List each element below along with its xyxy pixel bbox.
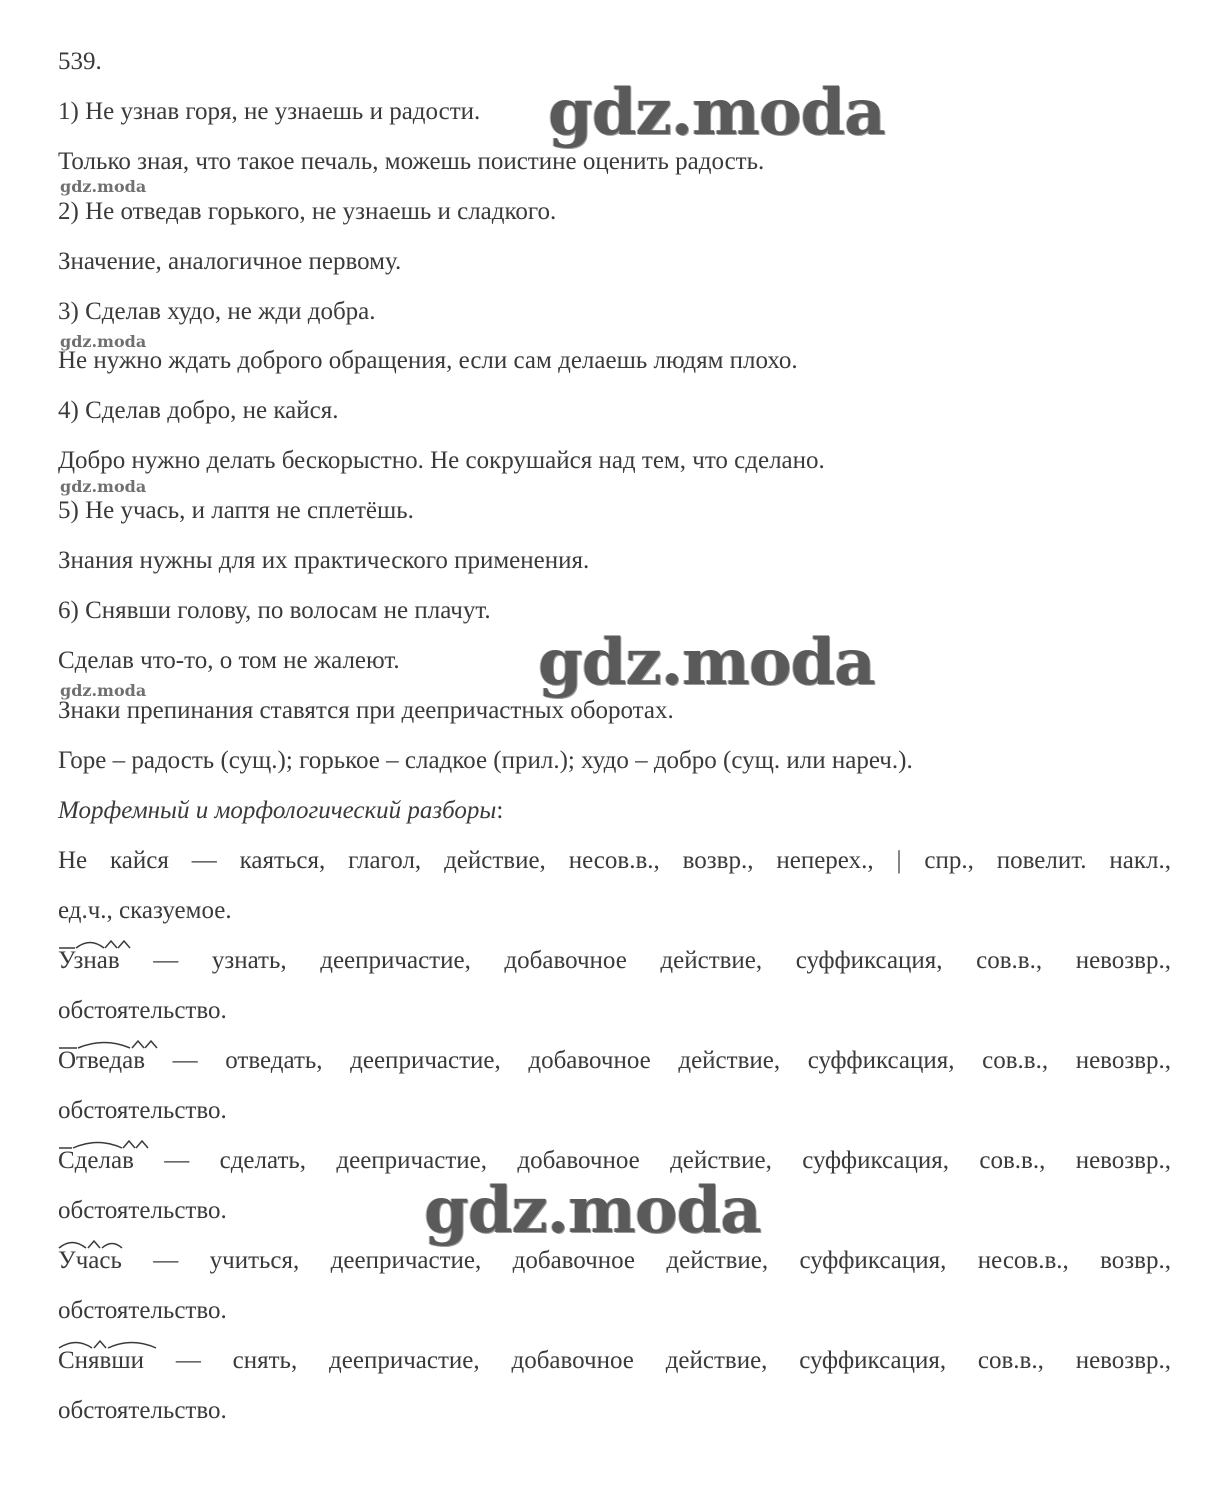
analysis-5-line-2: обстоятельство.	[58, 1297, 227, 1324]
watermark-small: gdz.moda	[60, 681, 147, 700]
watermark-large: gdz.moda	[548, 75, 885, 150]
analysis-6-line-2: обстоятельство.	[58, 1397, 227, 1424]
proverb-6: 6) Снявши голову, по волосам не плачут.	[58, 597, 491, 624]
analysis-3-line-1: Отведав — отведать, деепричастие, добавочное действие, суффиксация, сов.в., невозвр.,	[58, 1047, 1171, 1074]
proverb-2: 2) Не отведав горького, не узнаешь и сладкого.	[58, 198, 557, 225]
analysis-6-line-1: Снявши — снять, деепричастие, добавочное действие, суффиксация, сов.в., невозвр.,	[58, 1347, 1171, 1374]
analysis-heading	[58, 796, 503, 826]
task-number: 539.	[58, 48, 102, 75]
proverb-3: 3) Сделав худо, не жди добра.	[58, 298, 376, 325]
meaning-5: Знания нужны для их практического применения.	[58, 547, 590, 574]
watermark-small: gdz.moda	[60, 332, 147, 351]
watermark-small: gdz.moda	[60, 477, 147, 496]
morpheme-marks-otvedav	[58, 1037, 168, 1053]
meaning-2: Значение, аналогичное первому.	[58, 248, 402, 275]
meaning-1: Только зная, что такое печаль, можешь поистине оценить радость.	[58, 148, 765, 175]
proverb-1: 1) Не узнав горя, не узнаешь и радости.	[58, 98, 481, 125]
analysis-heading-text: Морфемный и морфологический разборы	[58, 797, 497, 824]
analysis-1-line-2: ед.ч., сказуемое.	[58, 897, 232, 924]
watermark-large: gdz.moda	[538, 625, 875, 700]
analysis-heading-colon: :	[496, 797, 504, 824]
meaning-6: Сделав что-то, о том не жалеют.	[58, 647, 400, 674]
proverb-4: 4) Сделав добро, не кайся.	[58, 397, 339, 424]
meaning-4: Добро нужно делать бескорыстно. Не сокрушайся над тем, что сделано.	[58, 447, 825, 474]
analysis-4-line-1: Сделав — сделать, деепричастие, добавочное действие, суффиксация, сов.в., невозвр.,	[58, 1147, 1171, 1174]
watermark-large: gdz.moda	[424, 1173, 761, 1248]
punctuation-note: Знаки препинания ставятся при деепричастных оборотах.	[58, 697, 674, 724]
analysis-1-line-1: Не кайся — каяться, глагол, действие, несов.в., возвр., неперех., | спр., повелит. накл.,	[58, 847, 1171, 874]
morpheme-marks-uznav	[58, 937, 168, 953]
meaning-3: Не нужно ждать доброго обращения, если сам делаешь людям плохо.	[58, 347, 798, 374]
antonyms-note: Горе – радость (сущ.); горькое – сладкое (прил.); худо – добро (сущ. или нареч.).	[58, 747, 913, 774]
analysis-4-line-2: обстоятельство.	[58, 1197, 227, 1224]
analysis-5-line-1: Учась — учиться, деепричастие, добавочное действие, суффиксация, несов.в., возвр.,	[58, 1247, 1171, 1274]
analysis-2-line-1: Узнав — узнать, деепричастие, добавочное действие, суффиксация, сов.в., невозвр.,	[58, 947, 1171, 974]
morpheme-marks-sdelav	[58, 1137, 168, 1153]
proverb-5: 5) Не учась, и лаптя не сплетёшь.	[58, 497, 414, 524]
morpheme-marks-snyavshi	[58, 1337, 168, 1353]
analysis-3-line-2: обстоятельство.	[58, 1097, 227, 1124]
watermark-small: gdz.moda	[60, 177, 147, 196]
analysis-2-line-2: обстоятельство.	[58, 997, 227, 1024]
morpheme-marks-uchas	[58, 1237, 168, 1253]
